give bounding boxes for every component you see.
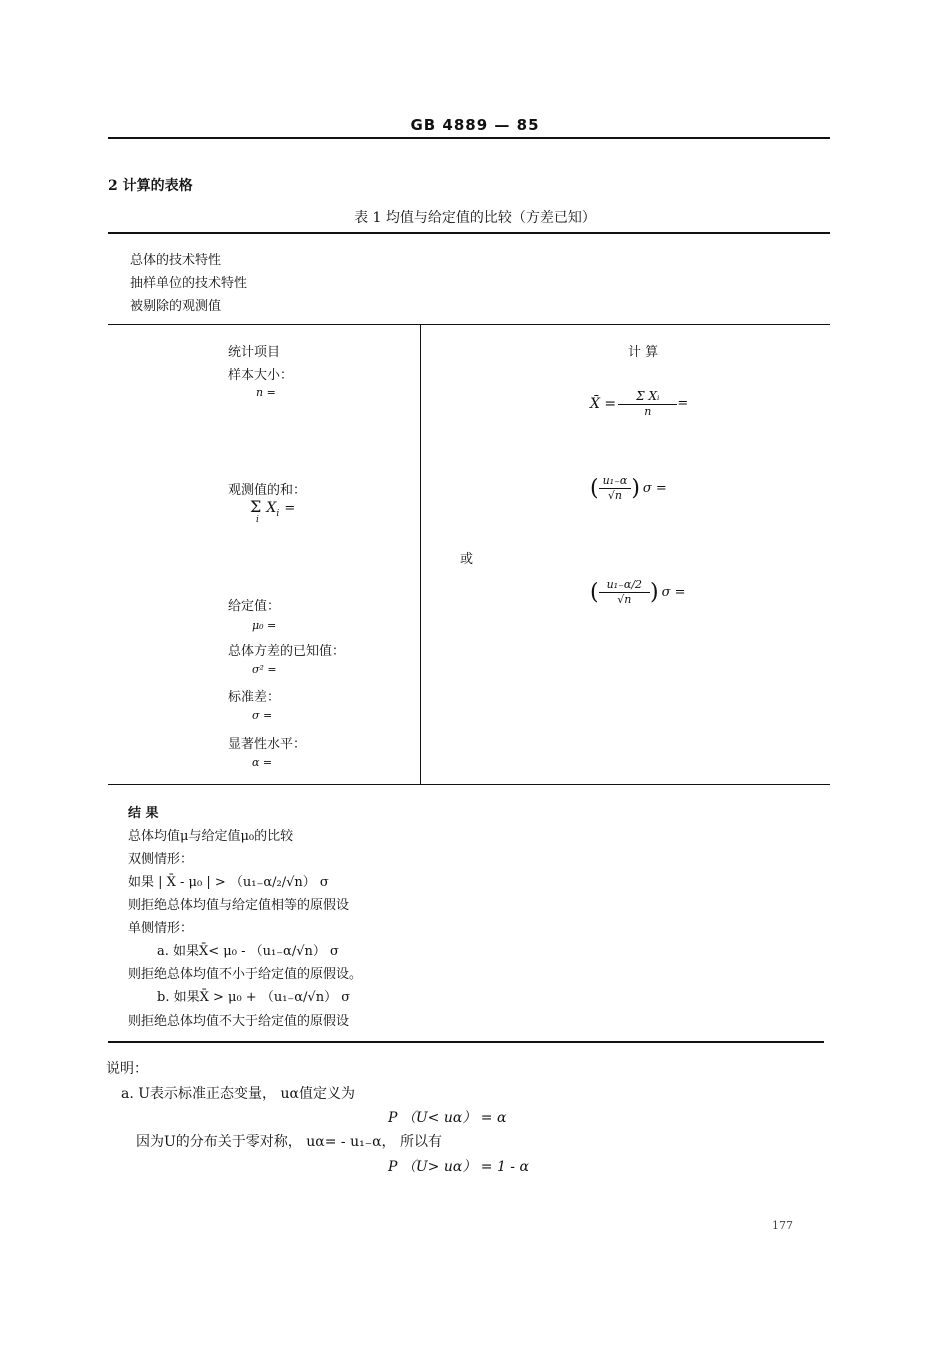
sd-label: 标准差： xyxy=(228,690,281,705)
expr2-fraction xyxy=(599,578,650,607)
table-mid-rule xyxy=(108,324,830,325)
top-row-rejected: 被剔除的观测值 xyxy=(130,299,222,314)
sample-size-expr: n = xyxy=(256,386,276,399)
sum-x-sub: i xyxy=(276,509,280,520)
sd-expr: σ = xyxy=(252,709,273,722)
sample-size-label: 样本大小： xyxy=(228,368,294,383)
page-number: 177 xyxy=(772,1219,793,1232)
results-line: 则拒绝总体均值不小于给定值的原假设。 xyxy=(128,967,363,982)
table-bottom-rule xyxy=(108,1041,824,1043)
header-rule xyxy=(108,137,830,139)
expr2-denominator: √n xyxy=(617,593,632,606)
sum-index: i xyxy=(256,515,259,525)
mean-fraction xyxy=(618,388,677,419)
mean-denominator: n xyxy=(644,405,652,418)
table-column-divider xyxy=(420,324,421,785)
mean-equals: = xyxy=(677,396,689,411)
expr2-open-paren: ( xyxy=(590,580,599,605)
mean-lhs: X̄ = xyxy=(590,395,617,412)
results-heading: 结 果 xyxy=(128,806,159,821)
expr2-tail: σ = xyxy=(661,585,686,600)
given-value-label: 给定值： xyxy=(228,599,281,614)
expr2-numerator: u₁₋α/2 xyxy=(599,578,650,593)
left-heading: 统计项目 xyxy=(228,345,281,360)
given-value-expr: μ₀ = xyxy=(252,619,277,632)
right-heading: 计 算 xyxy=(628,345,659,360)
results-line: 双侧情形： xyxy=(128,852,194,867)
results-line: 则拒绝总体均值不大于给定值的原假设 xyxy=(128,1014,350,1029)
sum-expression xyxy=(250,497,296,525)
variance-label: 总体方差的已知值： xyxy=(228,644,346,659)
or-label: 或 xyxy=(460,552,474,567)
notes-title: 说明： xyxy=(106,1061,148,1077)
expr2-formula xyxy=(590,578,686,607)
expr1-denominator: √n xyxy=(607,489,622,502)
expr1-formula xyxy=(590,474,667,503)
notes-line: 因为U的分布关于零对称， uα= - u₁₋α， 所以有 xyxy=(136,1134,443,1150)
expr1-numerator: u₁₋α xyxy=(599,474,632,489)
expr1-tail: σ = xyxy=(642,481,667,496)
mean-formula xyxy=(590,388,688,419)
results-line: a. 如果X̄< μ₀ - （u₁₋α/√n） σ xyxy=(157,944,339,959)
results-line: 单侧情形： xyxy=(128,921,194,936)
results-line: 如果 | X̄ - μ₀ | > （u₁₋α/₂/√n） σ xyxy=(128,875,329,890)
sum-x: X xyxy=(266,500,277,516)
results-line: b. 如果X̄ > μ₀ + （u₁₋α/√n） σ xyxy=(157,990,351,1005)
mean-numerator: Σ Xᵢ xyxy=(618,388,677,405)
expr1-open-paren: ( xyxy=(590,476,599,501)
section-title: 2 计算的表格 xyxy=(108,178,193,194)
expr1-fraction xyxy=(599,474,632,503)
sum-equals: = xyxy=(284,501,296,516)
notes-formula: P （U< uα） = α xyxy=(388,1110,507,1126)
notes-line: a. U表示标准正态变量， uα值定义为 xyxy=(121,1086,355,1102)
sum-label: 观测值的和： xyxy=(228,483,307,498)
expr2-close-paren: ) xyxy=(650,580,659,605)
table-lower-rule xyxy=(108,784,830,785)
table-caption: 表 1 均值与给定值的比较（方差已知） xyxy=(354,210,596,226)
results-line: 总体均值μ与给定值μ₀的比较 xyxy=(128,829,294,844)
expr1-close-paren: ) xyxy=(631,476,640,501)
document-code: GB 4889 — 85 xyxy=(410,116,540,134)
variance-expr: σ² = xyxy=(252,663,277,676)
table-top-rule xyxy=(108,232,830,234)
significance-label: 显著性水平： xyxy=(228,737,307,752)
top-row-population: 总体的技术特性 xyxy=(130,253,222,268)
significance-expr: α = xyxy=(252,756,273,769)
results-line: 则拒绝总体均值与给定值相等的原假设 xyxy=(128,898,350,913)
sigma-symbol: Σ xyxy=(250,497,262,516)
notes-formula: P （U> uα） = 1 - α xyxy=(388,1159,529,1175)
top-row-sampling-unit: 抽样单位的技术特性 xyxy=(130,276,248,291)
